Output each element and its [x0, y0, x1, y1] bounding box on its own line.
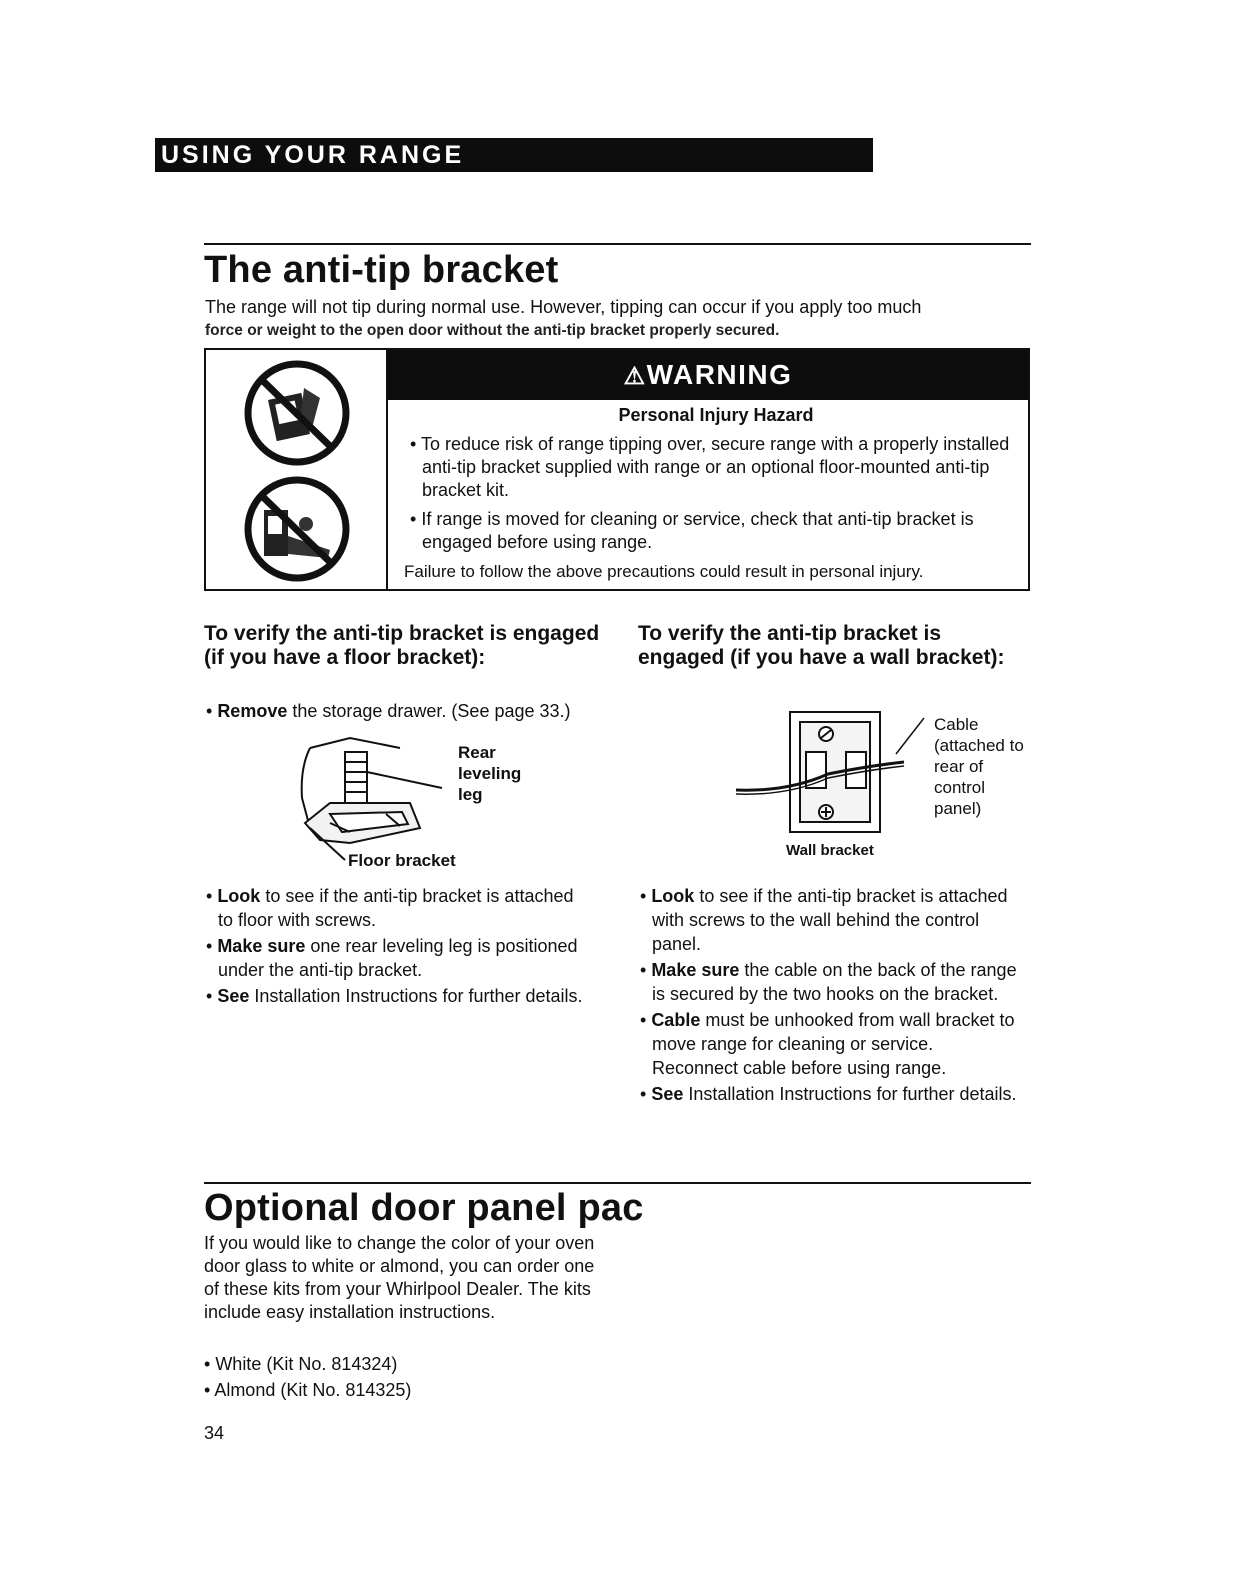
- warning-hazard: Personal Injury Hazard: [618, 405, 814, 425]
- wall-bracket-heading: To verify the anti-tip bracket is engaged (if you have a wall bracket):: [638, 622, 1005, 669]
- no-tipping-range-icon: [242, 358, 352, 468]
- list-item: • Make sure one rear leveling leg is positioned under the anti-tip bracket.: [206, 936, 578, 980]
- bullet-text: the storage drawer. (See page 33.): [287, 701, 571, 721]
- floor-bracket-heading: To verify the anti-tip bracket is engaged (if you have a floor bracket):: [204, 622, 600, 669]
- no-child-on-door-icon: [242, 474, 352, 584]
- intro-line-2: force or weight to the open door without the anti-tip bracket properly secured.: [205, 322, 780, 339]
- warning-bullet: • If range is moved for cleaning or service, check that anti-tip bracket is engaged before using range.: [410, 509, 974, 552]
- bullet-text: to see if the anti-tip bracket is attached to floor with screws.: [218, 886, 574, 930]
- bullet-text: Installation Instructions for further details.: [683, 1084, 1017, 1104]
- bullet-lead: Remove: [217, 701, 288, 721]
- list-item: • Look to see if the anti-tip bracket is attached to floor with screws.: [206, 886, 574, 930]
- wall-check-list: [638, 884, 1023, 1108]
- door-panel-kit-list: [204, 1351, 411, 1403]
- kit-item-text: White (Kit No. 814324): [215, 1354, 398, 1374]
- title-rule: [204, 243, 1031, 245]
- list-item: • Almond (Kit No. 814325): [204, 1380, 412, 1400]
- list-item: • Cable must be unhooked from wall bracket to move range for cleaning or service. Reconnect cable before using range.: [640, 1010, 1015, 1078]
- list-item: • Look to see if the anti-tip bracket is attached with screws to the wall behind the control panel.: [640, 886, 1008, 954]
- bullet-lead: Look: [217, 886, 261, 906]
- warning-bullet: • To reduce risk of range tipping over, secure range with a properly installed anti-tip bracket supplied with range or an optional floor-mounted anti-tip bracket kit.: [410, 434, 1010, 500]
- section-header-bar: USING YOUR RANGE: [155, 138, 873, 172]
- bullet-lead: Look: [651, 886, 695, 906]
- floor-remove-list: [204, 699, 624, 725]
- warning-bullet-text: If range is moved for cleaning or service, check that anti-tip bracket is engaged before using range.: [421, 509, 974, 552]
- warning-bullet-text: To reduce risk of range tipping over, secure range with a properly installed anti-tip bracket supplied with range or an optional floor-mounted anti-tip bracket kit.: [420, 434, 1010, 500]
- bullet-lead: See: [651, 1084, 684, 1104]
- kit-item-text: Almond (Kit No. 814325): [214, 1380, 412, 1400]
- floor-bracket-illustration: [290, 728, 460, 868]
- warning-heading-text: WARNING: [646, 359, 793, 390]
- bullet-lead: Make sure: [651, 960, 740, 980]
- warning-icons-panel: [206, 350, 388, 589]
- anti-tip-title: The anti-tip bracket: [204, 249, 559, 291]
- warning-triangle-icon: ⚠: [623, 363, 647, 390]
- bullet-lead: See: [217, 986, 250, 1006]
- bullet-text: one rear leveling leg is positioned under the anti-tip bracket.: [218, 936, 578, 980]
- bullet-text: to see if the anti-tip bracket is attached with screws to the wall behind the control panel.: [652, 886, 1008, 954]
- list-item: • White (Kit No. 814324): [204, 1354, 398, 1374]
- warning-heading: [388, 350, 1028, 400]
- list-item: • See Installation Instructions for further details.: [640, 1084, 1017, 1104]
- door-panel-rule: [204, 1182, 1031, 1184]
- list-item: • See Installation Instructions for further details.: [206, 986, 583, 1006]
- door-panel-title: Optional door panel pac: [204, 1187, 644, 1229]
- wall-bracket-illustration: [728, 708, 938, 838]
- bullet-text: the cable on the back of the range is secured by the two hooks on the bracket.: [652, 960, 1017, 1004]
- cable-label: Cable (attached to rear of control panel): [934, 715, 1024, 818]
- bullet-text: Installation Instructions for further details.: [249, 986, 583, 1006]
- wall-bracket-label: Wall bracket: [786, 842, 874, 859]
- list-item: • Make sure the cable on the back of the range is secured by the two hooks on the bracket.: [640, 960, 1017, 1004]
- floor-bracket-label: Floor bracket: [348, 851, 456, 870]
- intro-line-1: The range will not tip during normal use. However, tipping can occur if you apply too much: [205, 297, 922, 317]
- warning-box: [204, 348, 1030, 591]
- bullet-lead: Make sure: [217, 936, 306, 956]
- bullet-lead: Cable: [651, 1010, 701, 1030]
- door-panel-text: If you would like to change the color of your oven door glass to white or almond, you can order one of these kits from your Whirlpool Dealer. The kits include easy installation instructions.: [204, 1233, 595, 1322]
- warning-body: [406, 402, 1026, 583]
- page-number: 34: [204, 1423, 225, 1443]
- rear-leveling-leg-label: Rear leveling leg: [458, 743, 522, 804]
- list-item: • Remove the storage drawer. (See page 33.): [206, 701, 571, 721]
- bullet-text: must be unhooked from wall bracket to move range for cleaning or service. Reconnect cable before using range.: [652, 1010, 1015, 1078]
- anti-tip-intro: [205, 296, 1025, 342]
- floor-check-list: [204, 884, 584, 1010]
- warning-footer: Failure to follow the above precautions could result in personal injury.: [404, 562, 924, 581]
